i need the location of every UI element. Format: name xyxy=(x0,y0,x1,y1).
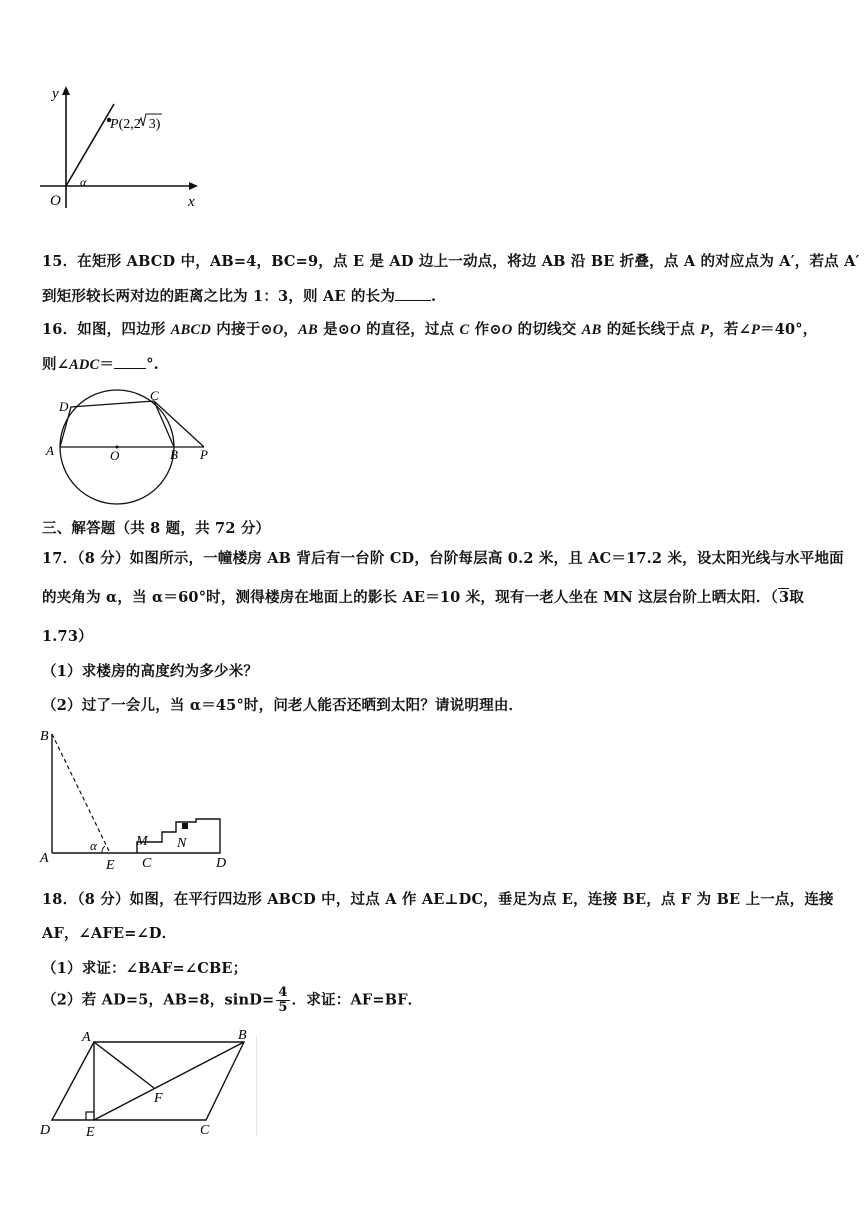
q18-line2: AF，∠AFE=∠D． xyxy=(42,925,177,942)
angle-alpha-label: α xyxy=(80,175,87,189)
q16-text-c: 内接于⊙ xyxy=(211,321,273,338)
label-d: D xyxy=(216,856,227,871)
label-c: C xyxy=(200,1123,210,1138)
label-m: M xyxy=(136,834,148,849)
q16-text-s: ＝40°， xyxy=(760,321,818,338)
q16-text-a: 16．如图，四边形 xyxy=(42,321,171,338)
label-b: B xyxy=(170,447,178,462)
q16-text-f: AB xyxy=(298,322,318,338)
q15-line1: 15．在矩形 ABCD 中，AB=4，BC=9，点 E 是 AD 边上一动点，将边 AB 沿 BE 折叠，点 A 的对应点为 A′，若点 A′ xyxy=(42,253,860,270)
fraction-numerator: 4 xyxy=(278,985,288,1000)
label-e: E xyxy=(106,858,115,872)
q16-line2 xyxy=(42,353,159,374)
quadrilateral-abcd xyxy=(60,401,174,447)
label-b: B xyxy=(40,729,49,744)
q18-sub1: （1）求证：∠BAF=∠CBE； xyxy=(42,960,248,977)
q17-sub2: （2）过了一会儿，当 α＝45°时，问老人能否还晒到太阳？请说明理由． xyxy=(42,697,524,714)
q18-sub2 xyxy=(42,986,422,1015)
label-e: E xyxy=(86,1125,95,1140)
label-d: D xyxy=(59,399,69,414)
parallelogram-figure xyxy=(36,1026,266,1146)
q16-text-l: O xyxy=(501,322,513,338)
angle-arc xyxy=(102,846,105,853)
q16-answer-blank[interactable] xyxy=(114,354,146,369)
segment-af xyxy=(94,1042,154,1088)
sunray-be xyxy=(52,734,110,853)
label-o: O xyxy=(110,448,120,463)
q16-text-k: 作⊙ xyxy=(469,321,502,338)
q16-text-r: P xyxy=(750,322,761,338)
segment-be xyxy=(94,1042,244,1120)
q16-text-n: AB xyxy=(581,322,602,338)
q16-l2-b: ADC xyxy=(69,357,100,373)
q15-line2 xyxy=(42,285,436,306)
origin-label: O xyxy=(50,193,61,209)
q16-line1 xyxy=(42,318,817,339)
q17-line2 xyxy=(42,586,804,607)
old-man-marker xyxy=(182,823,188,829)
y-axis-arrow xyxy=(62,86,70,95)
section-3-title: 三、解答题（共 8 题，共 72 分） xyxy=(42,520,271,537)
building-figure xyxy=(38,722,238,872)
q16-text-e: ， xyxy=(283,321,299,338)
label-c: C xyxy=(150,388,159,403)
q15-answer-blank[interactable] xyxy=(395,286,431,301)
figure-border-right xyxy=(256,1036,257,1136)
coordinate-figure xyxy=(38,82,208,212)
q17-l2-a: 的夹角为 α，当 α＝60°时，测得楼房在地面上的影长 AE＝10 米，现有一老人坐在 MN 这层台阶上晒太阳．（ xyxy=(42,589,778,606)
label-c: C xyxy=(142,856,152,871)
x-axis-label: x xyxy=(188,194,195,210)
right-angle-mark xyxy=(86,1112,94,1120)
q16-text-b: ABCD xyxy=(170,322,212,338)
x-axis-arrow xyxy=(189,182,198,190)
label-f: F xyxy=(154,1091,163,1106)
label-d: D xyxy=(40,1123,51,1138)
label-b: B xyxy=(238,1028,247,1043)
q16-text-d: O xyxy=(272,322,284,338)
q16-l2-c: ＝ xyxy=(99,356,115,373)
q17-l2-b: 取 xyxy=(789,589,804,606)
label-p: P xyxy=(200,447,208,462)
q17-line3: 1.73） xyxy=(42,628,93,645)
q16-text-p: P xyxy=(700,322,710,338)
q16-text-i: 的直径，过点 xyxy=(360,321,460,338)
q16-text-j: C xyxy=(459,322,470,338)
label-a: A xyxy=(46,443,54,458)
tangent-cp xyxy=(154,401,204,447)
q16-text-m: 的切线交 xyxy=(512,321,582,338)
q17-sqrt3: 3 xyxy=(778,589,790,606)
label-a: A xyxy=(82,1030,91,1045)
q15-line2-end: . xyxy=(431,288,437,305)
label-n: N xyxy=(177,836,187,851)
q16-text-h: O xyxy=(350,322,361,338)
q16-l2-d: °. xyxy=(146,356,159,373)
point-p-label: P(2,2 3) xyxy=(110,117,161,132)
q16-text-g: 是⊙ xyxy=(317,321,351,338)
q18-sub2-a: （2）若 AD=5，AB=8，sinD= xyxy=(42,991,275,1009)
ray-op xyxy=(66,104,114,186)
circle-figure xyxy=(42,385,222,510)
fraction-denominator: 5 xyxy=(278,1000,288,1015)
label-alpha: α xyxy=(90,838,97,853)
q16-text-o: 的延长线于点 xyxy=(601,321,701,338)
q17-line1: 17．（8 分）如图所示，一幢楼房 AB 背后有一台阶 CD，台阶每层高 0.2 米，且 AC＝17.2 米，设太阳光线与水平地面 xyxy=(42,550,844,567)
q16-text-q: ，若∠ xyxy=(709,321,751,338)
fraction-4-5 xyxy=(276,986,289,1015)
q17-sub1: （1）求楼房的高度约为多少米？ xyxy=(42,663,259,680)
q18-line1: 18．（8 分）如图，在平行四边形 ABCD 中，过点 A 作 AE⊥DC，垂足为点 E，连接 BE，点 F 为 BE 上一点，连接 xyxy=(42,891,834,908)
label-a: A xyxy=(40,851,49,866)
q16-l2-a: 则∠ xyxy=(42,356,70,373)
q18-sub2-b: ．求证：AF=BF． xyxy=(291,991,423,1009)
q15-line2-text: 到矩形较长两对边的距离之比为 1：3，则 AE 的长为 xyxy=(42,288,396,305)
parallelogram-abcd xyxy=(52,1042,244,1120)
y-axis-label: y xyxy=(52,86,59,102)
